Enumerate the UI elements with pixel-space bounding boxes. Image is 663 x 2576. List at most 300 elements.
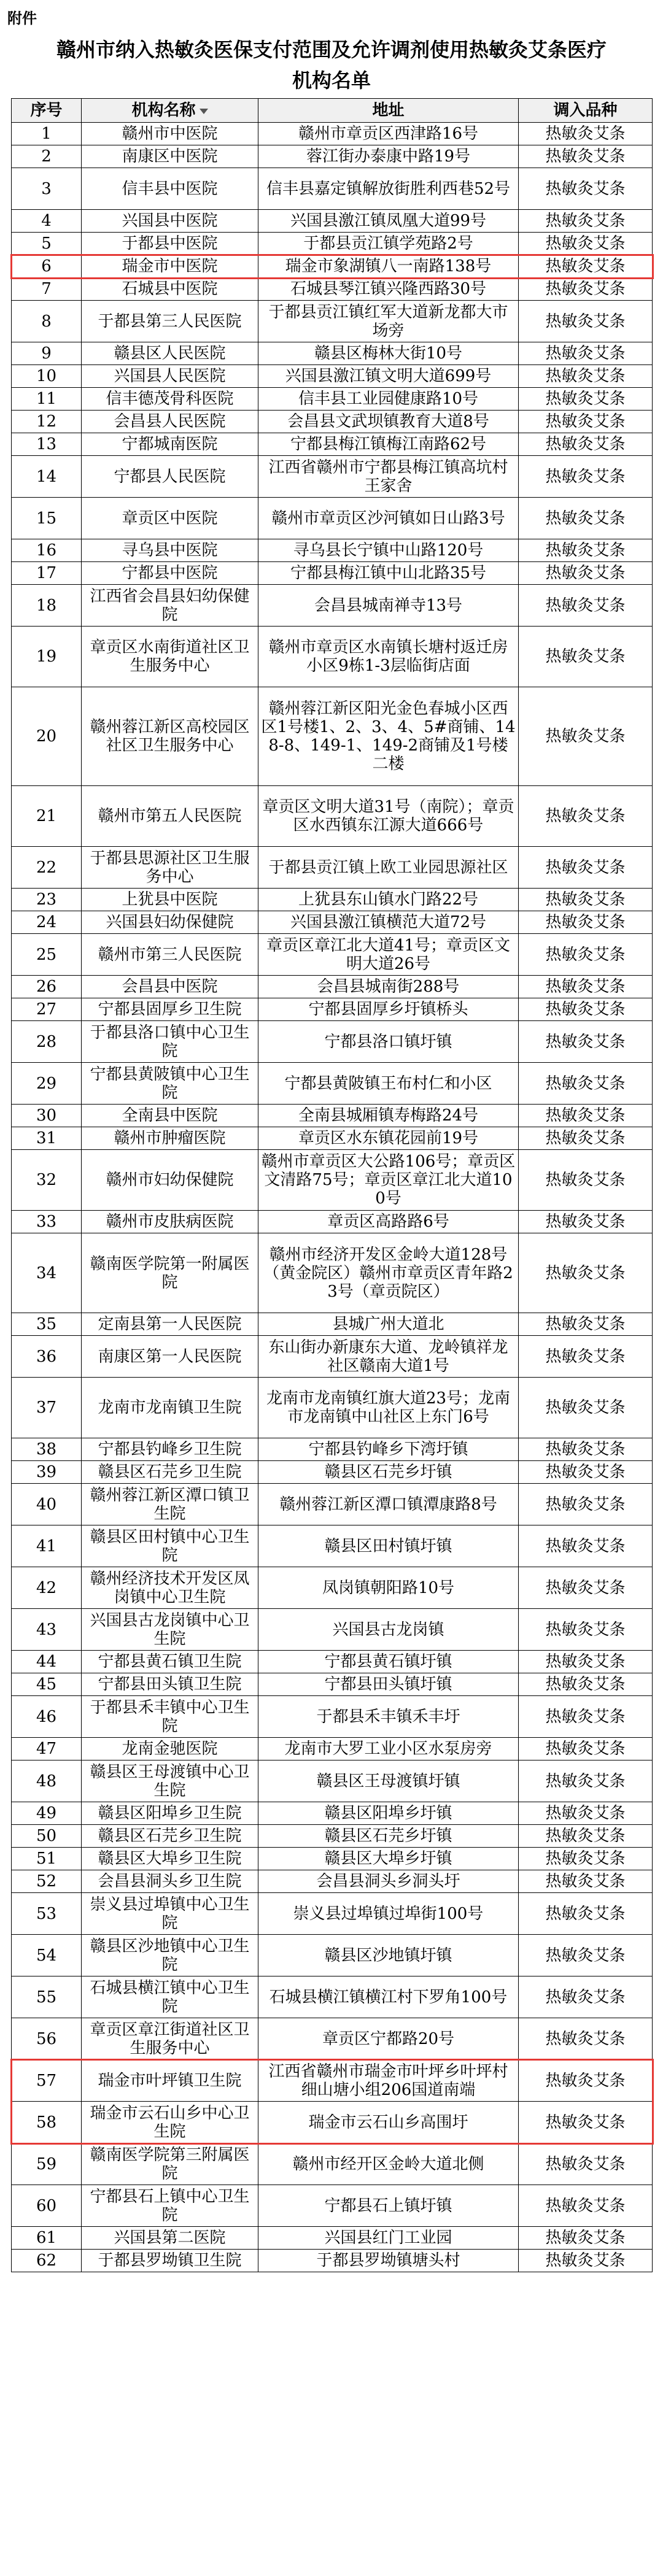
institution-name: 赣县区人民医院: [82, 342, 258, 365]
institution-address: 赣县区梅林大街10号: [258, 342, 519, 365]
institution-address: 崇义县过埠镇过埠街100号: [258, 1893, 519, 1935]
institution-name: 定南县第一人民医院: [82, 1313, 258, 1336]
product-type: 热敏灸艾条: [519, 2143, 653, 2185]
product-type: 热敏灸艾条: [519, 2060, 653, 2102]
table-row: [12, 1870, 653, 1893]
row-number: 57: [12, 2060, 82, 2102]
institution-address: 蓉江街办泰康中路19号: [258, 145, 519, 168]
institution-address: 于都县禾丰镇禾丰圩: [258, 1696, 519, 1738]
institution-name: 瑞金市中医院: [82, 255, 258, 278]
table-row: [12, 1461, 653, 1484]
institution-address: 兴国县激江镇凤凰大道99号: [258, 210, 519, 233]
institution-address: 赣县区田村镇圩镇: [258, 1525, 519, 1567]
institution-name: 信丰县中医院: [82, 168, 258, 210]
institution-address: 赣州蓉江新区潭口镇潭康路8号: [258, 1484, 519, 1525]
product-type: 热敏灸艾条: [519, 1127, 653, 1150]
table-row: [12, 627, 653, 687]
table-row: [12, 998, 653, 1021]
institution-name: 于都县中医院: [82, 233, 258, 255]
product-type: 热敏灸艾条: [519, 687, 653, 786]
institution-address: 江西省赣州市宁都县梅江镇高坑村王家舍: [258, 456, 519, 498]
row-number: 44: [12, 1651, 82, 1673]
institution-address: 宁都县固厚乡圩镇桥头: [258, 998, 519, 1021]
product-type: 热敏灸艾条: [519, 1313, 653, 1336]
product-type: 热敏灸艾条: [519, 411, 653, 433]
institution-name: 赣州市第三人民医院: [82, 934, 258, 976]
institution-name: 兴国县古龙岗镇中心卫生院: [82, 1609, 258, 1651]
table-row: [12, 2185, 653, 2227]
institution-name: 南康区中医院: [82, 145, 258, 168]
institution-address: 赣县区大埠乡圩镇: [258, 1848, 519, 1870]
institution-address: 会昌县文武坝镇教育大道8号: [258, 411, 519, 433]
institution-name: 会昌县洞头乡卫生院: [82, 1870, 258, 1893]
institution-address: 宁都县钓峰乡下湾圩镇: [258, 1438, 519, 1461]
institution-name: 赣州市中医院: [82, 123, 258, 145]
institution-name: 于都县罗坳镇卫生院: [82, 2250, 258, 2272]
product-type: 热敏灸艾条: [519, 911, 653, 934]
institution-name: 石城县横江镇中心卫生院: [82, 1976, 258, 2018]
product-type: 热敏灸艾条: [519, 627, 653, 687]
row-number: 47: [12, 1738, 82, 1760]
table-row: [12, 278, 653, 301]
row-number: 42: [12, 1567, 82, 1609]
institution-address: 县城广州大道北: [258, 1313, 519, 1336]
institution-name: 赣县区田村镇中心卫生院: [82, 1525, 258, 1567]
row-number: 3: [12, 168, 82, 210]
institution-address: 于都县贡江镇学苑路2号: [258, 233, 519, 255]
row-number: 4: [12, 210, 82, 233]
institution-name: 宁都县钓峰乡卫生院: [82, 1438, 258, 1461]
row-number: 5: [12, 233, 82, 255]
document-title: [12, 34, 651, 96]
institution-name: 赣州蓉江新区高校园区社区卫生服务中心: [82, 687, 258, 786]
table-row: [12, 1673, 653, 1696]
row-number: 16: [12, 539, 82, 562]
title-line-2: 机构名单: [292, 69, 371, 92]
table-header-row: [12, 99, 653, 123]
row-number: 36: [12, 1336, 82, 1378]
row-number: 2: [12, 145, 82, 168]
institution-address: 东山街办新康东大道、龙岭镇祥龙社区赣南大道1号: [258, 1336, 519, 1378]
row-number: 17: [12, 562, 82, 585]
institution-address: 信丰县工业园健康路10号: [258, 388, 519, 411]
institution-name: 赣县区石芫乡卫生院: [82, 1461, 258, 1484]
institution-name: 于都县第三人民医院: [82, 301, 258, 342]
institution-address: 宁都县洛口镇圩镇: [258, 1021, 519, 1063]
table-row: [12, 433, 653, 456]
product-type: 热敏灸艾条: [519, 1802, 653, 1825]
column-header-name-label: 机构名称: [131, 101, 196, 120]
institution-name: 赣州蓉江新区潭口镇卫生院: [82, 1484, 258, 1525]
institution-name: 于都县思源社区卫生服务中心: [82, 847, 258, 889]
institution-name: 赣县区沙地镇中心卫生院: [82, 1935, 258, 1976]
row-number: 30: [12, 1105, 82, 1127]
institution-name: 赣县区王母渡镇中心卫生院: [82, 1760, 258, 1802]
institution-address: 于都县贡江镇红军大道新龙都大市场旁: [258, 301, 519, 342]
table-row: [12, 687, 653, 786]
table-row: [12, 1127, 653, 1150]
institution-name: 龙南市龙南镇卫生院: [82, 1378, 258, 1438]
row-number: 55: [12, 1976, 82, 2018]
row-number: 58: [12, 2102, 82, 2143]
table-row: [12, 1150, 653, 1211]
institution-address: 全南县城厢镇寿梅路24号: [258, 1105, 519, 1127]
row-number: 29: [12, 1063, 82, 1105]
institution-name: 赣州经济技术开发区凤岗镇中心卫生院: [82, 1567, 258, 1609]
column-header-address: 地址: [258, 99, 519, 123]
institution-name: 上犹县中医院: [82, 889, 258, 911]
row-number: 19: [12, 627, 82, 687]
table-row: [12, 2018, 653, 2060]
row-number: 39: [12, 1461, 82, 1484]
institution-address: 于都县罗坳镇塘头村: [258, 2250, 519, 2272]
institution-name: 崇义县过埠镇中心卫生院: [82, 1893, 258, 1935]
row-number: 32: [12, 1150, 82, 1211]
institution-name: 赣州市皮肤病医院: [82, 1211, 258, 1233]
product-type: 热敏灸艾条: [519, 1567, 653, 1609]
table-row: [12, 342, 653, 365]
title-line-1: 赣州市纳入热敏灸医保支付范围及允许调剂使用热敏灸艾条医疗: [56, 38, 607, 61]
institution-address: 信丰县嘉定镇解放街胜利西巷52号: [258, 168, 519, 210]
row-number: 49: [12, 1802, 82, 1825]
institution-address: 石城县琴江镇兴隆西路30号: [258, 278, 519, 301]
institution-address: 寻乌县长宁镇中山路120号: [258, 539, 519, 562]
institution-address: 江西省赣州市瑞金市叶坪乡叶坪村细山塘小组206国道南端: [258, 2060, 519, 2102]
product-type: 热敏灸艾条: [519, 1233, 653, 1313]
product-type: 热敏灸艾条: [519, 1893, 653, 1935]
row-number: 52: [12, 1870, 82, 1893]
product-type: 热敏灸艾条: [519, 1105, 653, 1127]
product-type: 热敏灸艾条: [519, 934, 653, 976]
table-row: [12, 1696, 653, 1738]
row-number: 62: [12, 2250, 82, 2272]
institution-address: 兴国县古龙岗镇: [258, 1609, 519, 1651]
institution-name: 寻乌县中医院: [82, 539, 258, 562]
row-number: 51: [12, 1848, 82, 1870]
row-number: 25: [12, 934, 82, 976]
product-type: 热敏灸艾条: [519, 1150, 653, 1211]
table-row: [12, 123, 653, 145]
institution-address: 宁都县黄陂镇王布村仁和小区: [258, 1063, 519, 1105]
table-row: [12, 301, 653, 342]
institution-name: 赣南医学院第三附属医院: [82, 2143, 258, 2185]
institution-name: 信丰德茂骨科医院: [82, 388, 258, 411]
product-type: 热敏灸艾条: [519, 562, 653, 585]
row-number: 15: [12, 498, 82, 539]
row-number: 20: [12, 687, 82, 786]
product-type: 热敏灸艾条: [519, 1336, 653, 1378]
institution-address: 兴国县激江镇文明大道699号: [258, 365, 519, 388]
product-type: 热敏灸艾条: [519, 1976, 653, 2018]
product-type: 热敏灸艾条: [519, 1063, 653, 1105]
row-number: 53: [12, 1893, 82, 1935]
institution-name: 宁都县固厚乡卫生院: [82, 998, 258, 1021]
table-row: [12, 585, 653, 627]
institution-name: 会昌县人民医院: [82, 411, 258, 433]
row-number: 22: [12, 847, 82, 889]
institution-address: 石城县横江镇横江村下罗角100号: [258, 1976, 519, 2018]
product-type: 热敏灸艾条: [519, 433, 653, 456]
institution-name: 赣县区阳埠乡卫生院: [82, 1802, 258, 1825]
product-type: 热敏灸艾条: [519, 889, 653, 911]
table-row: [12, 1802, 653, 1825]
row-number: 18: [12, 585, 82, 627]
row-number: 40: [12, 1484, 82, 1525]
table-row: [12, 365, 653, 388]
institution-name: 赣州市妇幼保健院: [82, 1150, 258, 1211]
table-row: [12, 911, 653, 934]
column-header-kind: 调入品种: [519, 99, 653, 123]
filter-dropdown-icon[interactable]: [200, 109, 208, 114]
table-row: [12, 1438, 653, 1461]
product-type: 热敏灸艾条: [519, 1378, 653, 1438]
institution-name: 石城县中医院: [82, 278, 258, 301]
institution-address: 章贡区高路路6号: [258, 1211, 519, 1233]
row-number: 34: [12, 1233, 82, 1313]
table-row: [12, 210, 653, 233]
institution-address: 赣县区石芫乡圩镇: [258, 1825, 519, 1848]
institution-name: 兴国县中医院: [82, 210, 258, 233]
row-number: 24: [12, 911, 82, 934]
row-number: 28: [12, 1021, 82, 1063]
table-row: [12, 2227, 653, 2250]
product-type: 热敏灸艾条: [519, 2250, 653, 2272]
table-row: [12, 847, 653, 889]
institution-address: 赣州市章贡区水南镇长塘村返迁房小区9栋1-3层临街店面: [258, 627, 519, 687]
institution-address: 赣县区沙地镇圩镇: [258, 1935, 519, 1976]
product-type: 热敏灸艾条: [519, 1870, 653, 1893]
table-row: [12, 1976, 653, 2018]
table-row: [12, 1063, 653, 1105]
row-number: 60: [12, 2185, 82, 2227]
institution-name: 章贡区中医院: [82, 498, 258, 539]
product-type: 热敏灸艾条: [519, 1760, 653, 1802]
product-type: 热敏灸艾条: [519, 1609, 653, 1651]
institution-address: 会昌县洞头乡洞头圩: [258, 1870, 519, 1893]
institution-address: 兴国县激江镇横范大道72号: [258, 911, 519, 934]
table-row: [12, 1651, 653, 1673]
institution-name: 章贡区水南街道社区卫生服务中心: [82, 627, 258, 687]
table-row: [12, 1484, 653, 1525]
row-number: 13: [12, 433, 82, 456]
product-type: 热敏灸艾条: [519, 2185, 653, 2227]
row-number: 41: [12, 1525, 82, 1567]
table-row: [12, 1848, 653, 1870]
institution-name: 会昌县中医院: [82, 976, 258, 998]
table-row: [12, 2143, 653, 2185]
row-number: 37: [12, 1378, 82, 1438]
table-row: [12, 1935, 653, 1976]
row-number: 31: [12, 1127, 82, 1150]
institution-name: 宁都县黄陂镇中心卫生院: [82, 1063, 258, 1105]
table-body: [12, 123, 653, 2272]
row-number: 23: [12, 889, 82, 911]
institution-address: 宁都县梅江镇梅江南路62号: [258, 433, 519, 456]
institution-name: 南康区第一人民医院: [82, 1336, 258, 1378]
row-number: 14: [12, 456, 82, 498]
table-row: [12, 1760, 653, 1802]
table-row: [12, 498, 653, 539]
table-row: [12, 976, 653, 998]
product-type: 热敏灸艾条: [519, 255, 653, 278]
institution-address: 赣州市经济开发区金岭大道128号（黄金院区）赣州市章贡区青年路23号（章贡院区）: [258, 1233, 519, 1313]
institution-address: 瑞金市象湖镇八一南路138号: [258, 255, 519, 278]
row-number: 11: [12, 388, 82, 411]
product-type: 热敏灸艾条: [519, 1673, 653, 1696]
institution-address: 龙南市大罗工业小区水泵房旁: [258, 1738, 519, 1760]
column-header-no: 序号: [12, 99, 82, 123]
row-number: 61: [12, 2227, 82, 2250]
institution-name: 于都县禾丰镇中心卫生院: [82, 1696, 258, 1738]
institution-name: 瑞金市云石山乡中心卫生院: [82, 2102, 258, 2143]
table-row: [12, 411, 653, 433]
product-type: 热敏灸艾条: [519, 1738, 653, 1760]
row-number: 21: [12, 786, 82, 847]
institution-address: 赣州市章贡区大公路106号；章贡区文清路75号；章贡区章江北大道100号: [258, 1150, 519, 1211]
product-type: 热敏灸艾条: [519, 2102, 653, 2143]
product-type: 热敏灸艾条: [519, 145, 653, 168]
institution-name: 兴国县人民医院: [82, 365, 258, 388]
table-row: [12, 1825, 653, 1848]
product-type: 热敏灸艾条: [519, 168, 653, 210]
institution-address: 章贡区章江北大道41号；章贡区文明大道26号: [258, 934, 519, 976]
product-type: 热敏灸艾条: [519, 498, 653, 539]
institution-name: 于都县洛口镇中心卫生院: [82, 1021, 258, 1063]
row-number: 56: [12, 2018, 82, 2060]
row-number: 54: [12, 1935, 82, 1976]
institution-address: 宁都县田头镇圩镇: [258, 1673, 519, 1696]
row-number: 43: [12, 1609, 82, 1651]
row-number: 27: [12, 998, 82, 1021]
row-number: 7: [12, 278, 82, 301]
product-type: 热敏灸艾条: [519, 365, 653, 388]
table-row: [12, 539, 653, 562]
table-row: [12, 1211, 653, 1233]
product-type: 热敏灸艾条: [519, 1021, 653, 1063]
product-type: 热敏灸艾条: [519, 1525, 653, 1567]
product-type: 热敏灸艾条: [519, 2227, 653, 2250]
product-type: 热敏灸艾条: [519, 233, 653, 255]
institution-name: 全南县中医院: [82, 1105, 258, 1127]
institution-name: 宁都城南医院: [82, 433, 258, 456]
table-row: [12, 2060, 653, 2102]
institution-name: 宁都县人民医院: [82, 456, 258, 498]
row-number: 35: [12, 1313, 82, 1336]
product-type: 热敏灸艾条: [519, 1825, 653, 1848]
institution-name: 章贡区章江街道社区卫生服务中心: [82, 2018, 258, 2060]
institution-address: 宁都县黄石镇圩镇: [258, 1651, 519, 1673]
table-row: [12, 1893, 653, 1935]
row-number: 50: [12, 1825, 82, 1848]
product-type: 热敏灸艾条: [519, 456, 653, 498]
product-type: 热敏灸艾条: [519, 998, 653, 1021]
product-type: 热敏灸艾条: [519, 1935, 653, 1976]
institution-address: 章贡区文明大道31号（南院）；章贡区水西镇东江源大道666号: [258, 786, 519, 847]
table-row: [12, 1738, 653, 1760]
table-row: [12, 1525, 653, 1567]
table-row: [12, 1105, 653, 1127]
product-type: 热敏灸艾条: [519, 1848, 653, 1870]
table-row: [12, 786, 653, 847]
institution-address: 赣县区阳埠乡圩镇: [258, 1802, 519, 1825]
table-row: [12, 233, 653, 255]
row-number: 12: [12, 411, 82, 433]
product-type: 热敏灸艾条: [519, 786, 653, 847]
table-row: [12, 2102, 653, 2143]
institution-address: 赣州市章贡区沙河镇如日山路3号: [258, 498, 519, 539]
table-row: [12, 1021, 653, 1063]
column-header-name[interactable]: [82, 99, 258, 123]
row-number: 59: [12, 2143, 82, 2185]
product-type: 热敏灸艾条: [519, 1438, 653, 1461]
institution-address: 会昌县城南街288号: [258, 976, 519, 998]
table-row: [12, 1378, 653, 1438]
institution-address: 兴国县红门工业园: [258, 2227, 519, 2250]
product-type: 热敏灸艾条: [519, 1461, 653, 1484]
row-number: 33: [12, 1211, 82, 1233]
institution-name: 宁都县黄石镇卫生院: [82, 1651, 258, 1673]
institution-name: 宁都县田头镇卫生院: [82, 1673, 258, 1696]
institution-name: 赣县区石芫乡卫生院: [82, 1825, 258, 1848]
table-row: [12, 1313, 653, 1336]
institution-name: 兴国县妇幼保健院: [82, 911, 258, 934]
product-type: 热敏灸艾条: [519, 2018, 653, 2060]
product-type: 热敏灸艾条: [519, 539, 653, 562]
institution-address: 于都县贡江镇上欧工业园思源社区: [258, 847, 519, 889]
institution-address: 瑞金市云石山乡高围圩: [258, 2102, 519, 2143]
table-row: [12, 934, 653, 976]
institution-address: 凤岗镇朝阳路10号: [258, 1567, 519, 1609]
row-number: 8: [12, 301, 82, 342]
row-number: 26: [12, 976, 82, 998]
institution-address: 赣县区石芫乡圩镇: [258, 1461, 519, 1484]
table-row: [12, 145, 653, 168]
table-row: [12, 1336, 653, 1378]
institution-table: [11, 98, 653, 2272]
row-number: 6: [12, 255, 82, 278]
institution-name: 赣县区大埠乡卫生院: [82, 1848, 258, 1870]
row-number: 38: [12, 1438, 82, 1461]
row-number: 46: [12, 1696, 82, 1738]
product-type: 热敏灸艾条: [519, 847, 653, 889]
table-row: [12, 388, 653, 411]
product-type: 热敏灸艾条: [519, 210, 653, 233]
institution-address: 上犹县东山镇水门路22号: [258, 889, 519, 911]
institution-name: 宁都县中医院: [82, 562, 258, 585]
institution-name: 赣州市肿瘤医院: [82, 1127, 258, 1150]
institution-address: 宁都县梅江镇中山北路35号: [258, 562, 519, 585]
institution-name: 瑞金市叶坪镇卫生院: [82, 2060, 258, 2102]
product-type: 热敏灸艾条: [519, 1484, 653, 1525]
institution-address: 赣州蓉江新区阳光金色春城小区西区1号楼1、2、3、4、5#商铺、148-8、149-1、149-2商铺及1号楼二楼: [258, 687, 519, 786]
product-type: 热敏灸艾条: [519, 1651, 653, 1673]
table-row: [12, 1233, 653, 1313]
product-type: 热敏灸艾条: [519, 1211, 653, 1233]
product-type: 热敏灸艾条: [519, 278, 653, 301]
row-number: 48: [12, 1760, 82, 1802]
table-row: [12, 889, 653, 911]
product-type: 热敏灸艾条: [519, 301, 653, 342]
row-number: 10: [12, 365, 82, 388]
institution-address: 龙南市龙南镇红旗大道23号；龙南市龙南镇中山社区上东门6号: [258, 1378, 519, 1438]
table-row: [12, 1609, 653, 1651]
institution-address: 章贡区宁都路20号: [258, 2018, 519, 2060]
product-type: 热敏灸艾条: [519, 123, 653, 145]
table-row: [12, 255, 653, 278]
table-row: [12, 168, 653, 210]
institution-name: 赣南医学院第一附属医院: [82, 1233, 258, 1313]
product-type: 热敏灸艾条: [519, 1696, 653, 1738]
